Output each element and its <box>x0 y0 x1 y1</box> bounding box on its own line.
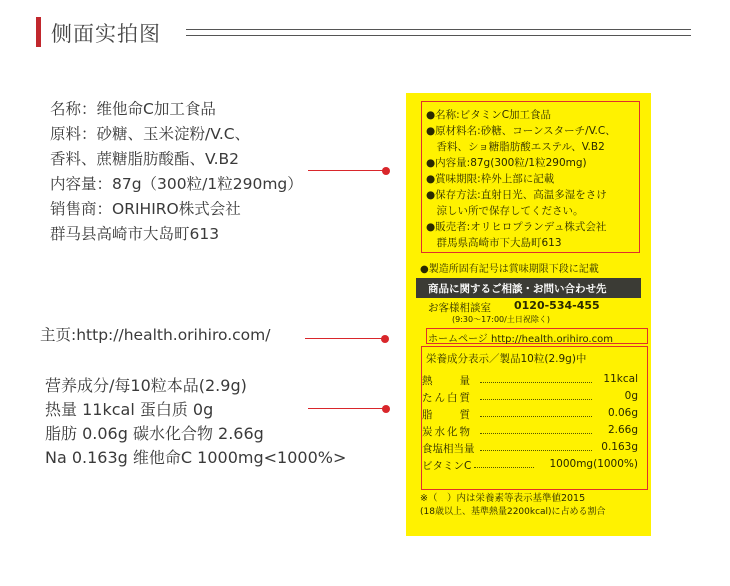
label-contact-title: 商品に関するご相談・お問い合わせ先 <box>428 283 607 295</box>
label-nutrition-row <box>422 373 638 388</box>
label-contact-bar <box>416 278 641 298</box>
info-line: 销售商：ORIHIRO株式会社 <box>50 200 241 218</box>
label-homepage: ホームページ http://health.orihiro.com <box>428 334 613 345</box>
nutrient-value: 0.163g <box>601 441 638 453</box>
label-info-line: ●原材料名:砂糖、コーンスターチ/V.C、 <box>426 125 616 137</box>
info-line: 群马县高崎市大岛町613 <box>50 225 220 243</box>
info-line: 内容量：87g（300粒/1粒290mg） <box>50 175 303 193</box>
nutrition-line: Na 0.163g 维他命C 1000mg<1000%> <box>45 448 347 467</box>
nutrient-value: 1000mg(1000%) <box>549 458 638 470</box>
label-nutrition-row <box>422 458 638 473</box>
nutrition-line: 营养成分/每10粒本品(2.9g) <box>45 376 247 395</box>
nutrient-name: 炭水化物 <box>422 426 472 438</box>
label-info-line: ●販売者:オリヒロプランデュ株式会社 <box>426 221 607 233</box>
label-info-line: ●賞味期限:枠外上部に記載 <box>426 173 555 185</box>
leader-dots <box>480 399 592 400</box>
nutrient-value: 11kcal <box>603 373 638 385</box>
info-line: 原料：砂糖、玉米淀粉/V.C、 <box>50 125 251 143</box>
nutrient-name: 脂 質 <box>422 409 472 421</box>
nutrient-name: ビタミンC <box>422 460 472 472</box>
label-info-line: ●保存方法:直射日光、高温多湿をさけ <box>426 189 607 201</box>
label-info-line: 群馬県高崎市下大島町613 <box>426 237 562 249</box>
leader-dots <box>474 467 534 468</box>
nutrient-value: 0g <box>624 390 638 402</box>
leader-dots <box>480 416 592 417</box>
nutrition-line: 脂肪 0.06g 碳水化合物 2.66g <box>45 424 264 443</box>
label-lot-note: ●製造所固有記号は賞味期限下段に記載 <box>420 264 599 275</box>
label-nutrition-row <box>422 407 638 422</box>
info-line: 香料、蔗糖脂肪酸酯、V.B2 <box>50 150 240 168</box>
label-nutrition-row <box>422 424 638 439</box>
info-line: 名称：维他命C加工食品 <box>50 100 216 118</box>
label-info-line: ●名称:ビタミンC加工食品 <box>426 109 552 121</box>
nutrient-name: 熱 量 <box>422 375 472 387</box>
chinese-nutrition-info <box>45 374 346 470</box>
nutrient-name: 食塩相当量 <box>422 443 475 455</box>
label-info-line: 涼しい所で保存してください。 <box>426 205 584 217</box>
header-accent-bar <box>36 17 41 47</box>
nutrient-name: たん白質 <box>422 392 472 404</box>
label-nutrition-row <box>422 441 638 456</box>
chinese-product-info <box>50 97 303 247</box>
label-contact-phone: 0120-534-455 <box>514 299 600 312</box>
label-nutrition-title: 栄養成分表示／製品10粒(2.9g)中 <box>426 353 587 365</box>
label-info-line: ●内容量:87g(300粒/1粒290mg) <box>426 157 587 169</box>
connector-dot <box>382 167 390 175</box>
label-contact-office: お客様相談室 <box>428 302 491 314</box>
nutrition-line: 热量 11kcal 蛋白质 0g <box>45 400 214 419</box>
leader-dots <box>480 450 592 451</box>
nutrient-value: 2.66g <box>607 424 638 436</box>
header-double-rule <box>186 29 691 36</box>
connector-dot <box>381 335 389 343</box>
section-header <box>36 17 691 47</box>
leader-dots <box>480 433 592 434</box>
connector-nutrition <box>308 408 386 409</box>
connector-info <box>308 170 386 171</box>
label-info-line: 香料、ショ糖脂肪酸エステル、V.B2 <box>426 141 605 153</box>
label-nutrition-row <box>422 390 638 405</box>
label-contact-hours: (9:30〜17:00/土日祝除く) <box>452 315 550 324</box>
nutrient-value: 0.06g <box>607 407 638 419</box>
homepage-line: 主页:http://health.orihiro.com/ <box>40 326 271 344</box>
leader-dots <box>480 382 592 383</box>
connector-homepage <box>305 338 385 339</box>
label-footnote: (18歳以上、基準熱量2200kcal)に占める割合 <box>420 507 606 517</box>
section-title: 侧面实拍图 <box>51 22 161 46</box>
chinese-homepage <box>40 323 271 348</box>
product-label-photo <box>406 93 651 536</box>
label-footnote: ※（ ）内は栄養素等表示基準値2015 <box>420 493 586 504</box>
connector-dot <box>382 405 390 413</box>
